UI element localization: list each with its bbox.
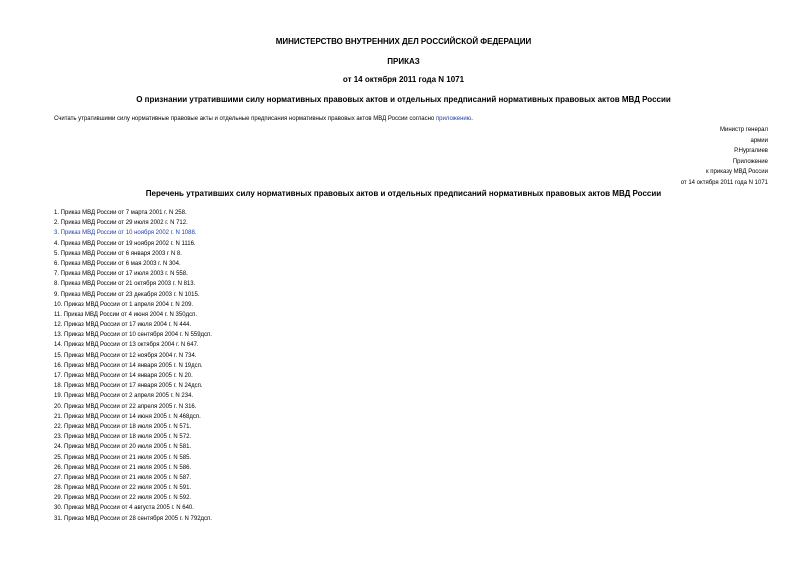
list-item: 28. Приказ МВД России от 22 июля 2005 г. N 591. bbox=[54, 485, 192, 492]
list-item: 21. Приказ МВД России от 14 июня 2005 г. N 468дсп. bbox=[54, 413, 201, 420]
list-item: 8. Приказ МВД России от 21 октября 2003 г. N 813. bbox=[54, 281, 196, 288]
list-item: 16. Приказ МВД России от 14 января 2005 г. N 19дсп. bbox=[54, 362, 203, 369]
list-item: 30. Приказ МВД России от 4 августа 2005 г. N 640. bbox=[54, 505, 194, 512]
document-subject: О признании утратившими силу нормативных правовых актов и отдельных предписаний нормативных правовых актов МВД России bbox=[136, 95, 671, 104]
document-type: ПРИКАЗ bbox=[387, 57, 420, 66]
signature-position: Министр генерал bbox=[720, 127, 768, 133]
appendix-date: от 14 октября 2011 года N 1071 bbox=[680, 180, 768, 186]
list-item: 19. Приказ МВД России от 2 апреля 2005 г. N 234. bbox=[54, 393, 194, 400]
list-title: Перечень утративших силу нормативных правовых актов и отдельных предписаний нормативных правовых актов МВД России bbox=[145, 189, 662, 198]
list-item: 29. Приказ МВД России от 22 июля 2005 г. N 592. bbox=[54, 495, 192, 502]
list-item: 7. Приказ МВД России от 17 июля 2003 г. N 558. bbox=[54, 271, 188, 278]
list-item: 23. Приказ МВД России от 18 июля 2005 г. N 572. bbox=[54, 434, 192, 441]
orders-list bbox=[54, 208, 212, 524]
list-item: 6. Приказ МВД России от 6 мая 2003 г. N 304. bbox=[54, 260, 181, 267]
list-item: 4. Приказ МВД России от 19 ноября 2002 г. N 1116. bbox=[54, 240, 196, 247]
body-text-after: . bbox=[471, 116, 473, 122]
list-item: 22. Приказ МВД России от 18 июля 2005 г. N 571. bbox=[54, 423, 192, 430]
list-item: 18. Приказ МВД России от 17 января 2005 г. N 24дсп. bbox=[54, 383, 203, 390]
signature-name: Р.Нургалиев bbox=[734, 148, 768, 154]
appendix-link[interactable]: приложению bbox=[435, 116, 472, 122]
ministry-heading: МИНИСТЕРСТВО ВНУТРЕННИХ ДЕЛ РОССИЙСКОЙ ФЕДЕРАЦИИ bbox=[275, 37, 532, 46]
list-item: 11. Приказ МВД России от 4 июня 2004 г. N 350дсп. bbox=[54, 311, 197, 318]
body-paragraph bbox=[54, 115, 473, 123]
list-item: 15. Приказ МВД России от 12 ноября 2004 г. N 734. bbox=[54, 352, 197, 359]
list-item[interactable]: 3. Приказ МВД России от 10 ноября 2002 г. N 1088. bbox=[54, 230, 197, 237]
list-item: 2. Приказ МВД России от 29 июля 2002 г. N 712. bbox=[54, 220, 188, 227]
list-item: 26. Приказ МВД России от 21 июля 2005 г. N 586. bbox=[54, 464, 192, 471]
appendix-to: к приказу МВД России bbox=[706, 169, 768, 175]
list-item: 31. Приказ МВД России от 28 сентября 2005 г. N 792дсп. bbox=[54, 515, 212, 522]
body-text-before: Считать утратившими силу нормативные правовые акты и отдельные предписания нормативных правовых актов МВД России согласно bbox=[54, 116, 436, 122]
list-item: 13. Приказ МВД России от 10 сентября 2004 г. N 559дсп. bbox=[54, 332, 212, 339]
document-date: от 14 октября 2011 года N 1071 bbox=[342, 75, 465, 84]
list-item: 14. Приказ МВД России от 13 октября 2004 г. N 647. bbox=[54, 342, 199, 349]
list-item: 12. Приказ МВД России от 17 июля 2004 г. N 444. bbox=[54, 322, 192, 329]
list-item: 1. Приказ МВД России от 7 марта 2001 г. N 258. bbox=[54, 210, 187, 216]
list-item: 5. Приказ МВД России от 6 января 2003 г N 8. bbox=[54, 250, 182, 257]
appendix-label: Приложение bbox=[732, 159, 768, 165]
list-item: 27. Приказ МВД России от 21 июля 2005 г. N 587. bbox=[54, 474, 192, 481]
list-item: 24. Приказ МВД России от 20 июля 2005 г. N 581. bbox=[54, 444, 192, 451]
list-item: 9. Приказ МВД России от 23 декабря 2003 г. N 1015. bbox=[54, 291, 200, 298]
list-item: 25. Приказ МВД России от 21 июля 2005 г. N 585. bbox=[54, 454, 192, 461]
signature-rank: армии bbox=[750, 138, 768, 144]
list-item: 17. Приказ МВД России от 14 января 2005 г. N 20. bbox=[54, 373, 193, 379]
list-item: 20. Приказ МВД России от 22 апреля 2005 г. N 316. bbox=[54, 403, 197, 410]
list-item: 10. Приказ МВД России от 1 апреля 2004 г. N 209. bbox=[54, 301, 194, 308]
